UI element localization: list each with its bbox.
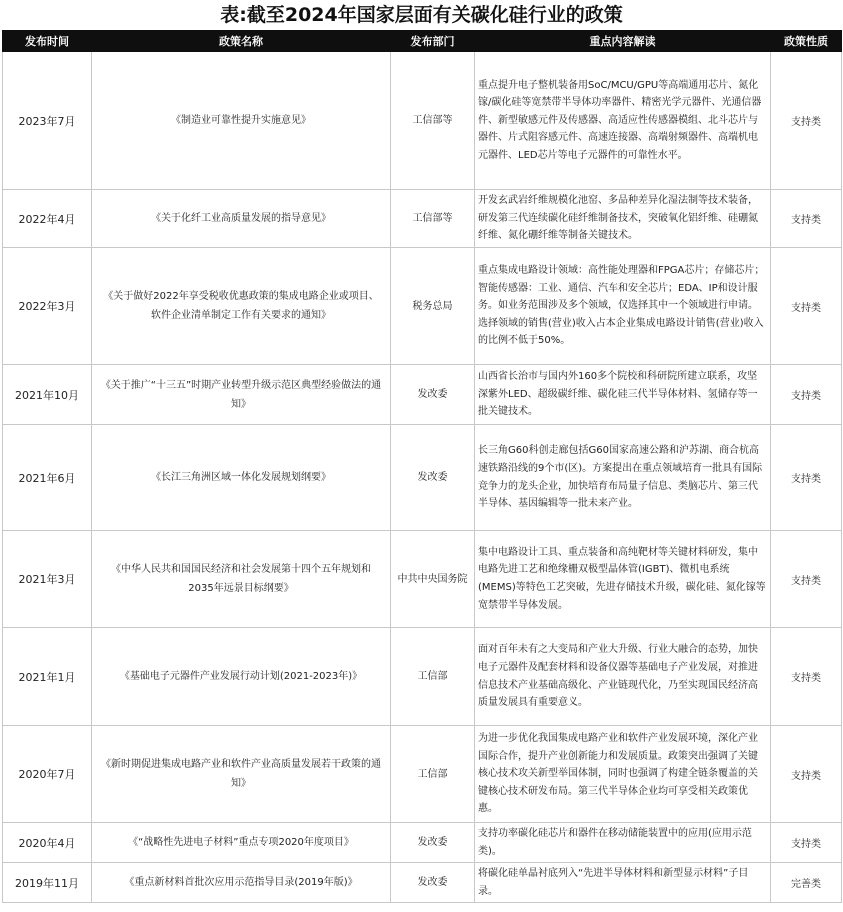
cell-department: 发改委: [391, 425, 475, 531]
table-row: [3, 863, 842, 903]
cell-policy-name: 《新时期促进集成电路产业和软件产业高质量发展若干政策的通知》: [92, 726, 391, 823]
cell-key-content: 重点提升电子整机装备用SoC/MCU/GPU等高端通用芯片、氮化镓/碳化硅等宽禁带半导体功率器件、精密光学元器件、光通信器件、新型敏感元件及传感器、高适应性传感器模组、北斗芯片与器件、片式阻容感元件、高速连接器、高端射频器件、高端机电元器件、LED芯片等电子元器件的可靠性水平。: [475, 52, 771, 190]
cell-key-content: 支持功率碳化硅芯片和器件在移动储能装置中的应用(应用示范类)。: [475, 823, 771, 863]
table-row: [3, 726, 842, 823]
cell-date: 2021年3月: [3, 531, 92, 628]
table-row: [3, 248, 842, 365]
cell-policy-nature: 支持类: [771, 365, 842, 425]
table-title: 表:截至2024年国家层面有关碳化硅行业的政策: [220, 4, 623, 26]
cell-date: 2021年6月: [3, 425, 92, 531]
cell-policy-name: 《制造业可靠性提升实施意见》: [92, 52, 391, 190]
cell-policy-nature: 支持类: [771, 726, 842, 823]
cell-date: 2023年7月: [3, 52, 92, 190]
cell-policy-name: 《重点新材料首批次应用示范指导目录(2019年版)》: [92, 863, 391, 903]
cell-policy-name: 《关于做好2022年享受税收优惠政策的集成电路企业或项目、软件企业清单制定工作有关要求的通知》: [92, 248, 391, 365]
cell-department: 发改委: [391, 863, 475, 903]
header-department: 发布部门: [391, 31, 475, 52]
table-row: [3, 628, 842, 726]
cell-policy-name: 《中华人民共和国国民经济和社会发展第十四个五年规划和2035年远景目标纲要》: [92, 531, 391, 628]
cell-date: 2020年4月: [3, 823, 92, 863]
cell-date: 2022年4月: [3, 190, 92, 248]
cell-date: 2021年1月: [3, 628, 92, 726]
cell-department: 工信部: [391, 628, 475, 726]
cell-key-content: 山西省长治市与国内外160多个院校和科研院所建立联系，攻坚深紫外LED、超级碳纤维、碳化硅三代半导体材料、氢储存等一批关键技术。: [475, 365, 771, 425]
cell-department: 发改委: [391, 823, 475, 863]
header-policy-name: 政策名称: [92, 31, 391, 52]
policy-document: [2, 0, 841, 903]
cell-department: 工信部等: [391, 190, 475, 248]
cell-policy-nature: 支持类: [771, 628, 842, 726]
cell-date: 2020年7月: [3, 726, 92, 823]
table-row: [3, 823, 842, 863]
cell-department: 工信部等: [391, 52, 475, 190]
header-policy-nature: 政策性质: [771, 31, 842, 52]
cell-policy-nature: 支持类: [771, 248, 842, 365]
cell-policy-nature: 支持类: [771, 425, 842, 531]
policy-table: [2, 30, 842, 903]
cell-policy-nature: 支持类: [771, 531, 842, 628]
table-row: [3, 365, 842, 425]
table-row: [3, 531, 842, 628]
cell-department: 工信部: [391, 726, 475, 823]
cell-policy-name: 《基础电子元器件产业发展行动计划(2021-2023年)》: [92, 628, 391, 726]
cell-key-content: 将碳化硅单晶衬底列入“先进半导体材料和新型显示材料”子目录。: [475, 863, 771, 903]
header-key-content: 重点内容解读: [475, 31, 771, 52]
cell-policy-name: 《长江三角洲区域一体化发展规划纲要》: [92, 425, 391, 531]
cell-policy-nature: 支持类: [771, 823, 842, 863]
cell-policy-nature: 支持类: [771, 52, 842, 190]
cell-department: 发改委: [391, 365, 475, 425]
cell-date: 2019年11月: [3, 863, 92, 903]
cell-key-content: 重点集成电路设计领域：高性能处理器和FPGA芯片；存储芯片；智能传感器：工业、通信、汽车和安全芯片；EDA、IP和设计服务。如业务范围涉及多个领域，仅选择其中一个领域进行申请。选择领域的销售(营业)收入占本企业集成电路设计销售(营业)收入的比例不低于50%。: [475, 248, 771, 365]
table-row: [3, 190, 842, 248]
table-row: [3, 425, 842, 531]
table-row: [3, 52, 842, 190]
cell-policy-nature: 支持类: [771, 190, 842, 248]
cell-key-content: 面对百年未有之大变局和产业大升级、行业大融合的态势，加快电子元器件及配套材料和设备仪器等基础电子产业发展，对推进信息技术产业基础高级化、产业链现代化，乃至实现国民经济高质量发展具有重要意义。: [475, 628, 771, 726]
cell-department: 中共中央国务院: [391, 531, 475, 628]
cell-date: 2022年3月: [3, 248, 92, 365]
table-header-row: [3, 31, 842, 52]
cell-key-content: 集中电路设计工具、重点装备和高纯靶材等关键材料研发，集中电路先进工艺和绝缘栅双极型晶体管(IGBT)、微机电系统(MEMS)等特色工艺突破，先进存储技术升级，碳化硅、氮化镓等宽禁带半导体发展。: [475, 531, 771, 628]
cell-key-content: 长三角G60科创走廊包括G60国家高速公路和沪苏湖、商合杭高速铁路沿线的9个市(区)。方案提出在重点领域培育一批具有国际竞争力的龙头企业，加快培育布局量子信息、类脑芯片、第三代半导体、基因编辑等一批未来产业。: [475, 425, 771, 531]
cell-date: 2021年10月: [3, 365, 92, 425]
cell-department: 税务总局: [391, 248, 475, 365]
cell-policy-nature: 完善类: [771, 863, 842, 903]
cell-key-content: 开发玄武岩纤维规模化池窑、多品种差异化湿法制等技术装备，研发第三代连续碳化硅纤维制备技术，突破氧化铝纤维、硅硼氮纤维、氮化硼纤维等制备关键技术。: [475, 190, 771, 248]
cell-policy-name: 《关于化纤工业高质量发展的指导意见》: [92, 190, 391, 248]
cell-policy-name: 《关于推广“十三五”时期产业转型升级示范区典型经验做法的通知》: [92, 365, 391, 425]
cell-key-content: 为进一步优化我国集成电路产业和软件产业发展环境，深化产业国际合作，提升产业创新能力和发展质量。政策突出强调了关键核心技术攻关新型举国体制，同时也强调了构建全链条覆盖的关键核心技术研发布局。第三代半导体企业均可享受相关政策优惠。: [475, 726, 771, 823]
header-date: 发布时间: [3, 31, 92, 52]
cell-policy-name: 《“战略性先进电子材料”重点专项2020年度项目》: [92, 823, 391, 863]
